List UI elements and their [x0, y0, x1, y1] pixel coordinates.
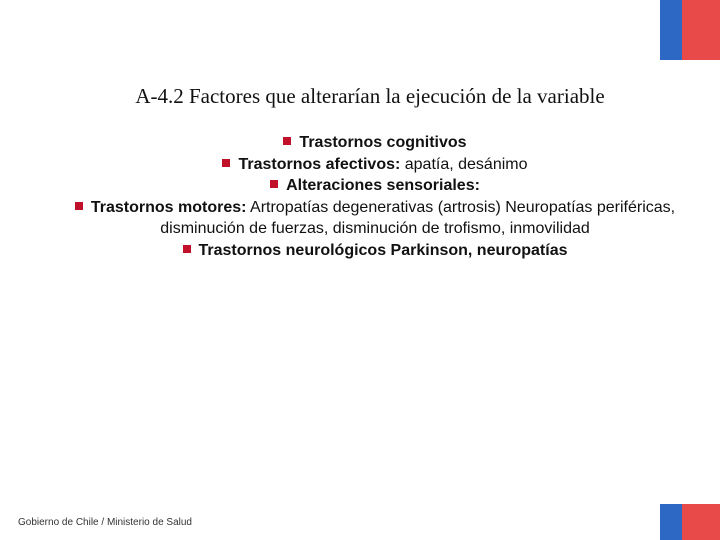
bullet-item — [60, 197, 690, 240]
footer-text: Gobierno de Chile / Ministerio de Salud — [18, 517, 192, 528]
flag-bottom-decoration — [660, 504, 720, 540]
slide-title: A-4.2 Factores que alterarían la ejecución de la variable — [135, 84, 605, 108]
square-bullet-icon — [270, 180, 278, 188]
bullet-text: apatía, desánimo — [400, 155, 528, 173]
square-bullet-icon — [75, 202, 83, 210]
bullet-heading: Trastornos motores: — [90, 198, 247, 216]
bullet-item — [60, 175, 690, 197]
bullet-item — [60, 240, 690, 262]
flag-blue-bar — [660, 0, 682, 60]
bullet-heading: Trastornos cognitivos — [299, 134, 467, 151]
bullet-heading: Trastornos afectivos: — [238, 155, 401, 173]
bullet-item — [60, 132, 690, 154]
bullet-heading: Alteraciones sensoriales: — [286, 177, 480, 194]
flag-blue-bar — [660, 504, 682, 540]
square-bullet-icon — [222, 159, 230, 167]
flag-red-bar — [682, 504, 720, 540]
bullet-text: Artropatías degenerativas (artrosis) Neuropatías periféricas, disminución de fuerzas, disminución de trofismo, inmovilidad — [160, 198, 676, 237]
bullet-list — [60, 132, 690, 261]
flag-red-bar — [682, 0, 720, 60]
bullet-heading: Trastornos neurológicos Parkinson, neuropatías — [198, 241, 568, 259]
flag-top-decoration — [660, 0, 720, 60]
bullet-item — [60, 154, 690, 176]
square-bullet-icon — [283, 137, 291, 145]
square-bullet-icon — [183, 245, 191, 253]
